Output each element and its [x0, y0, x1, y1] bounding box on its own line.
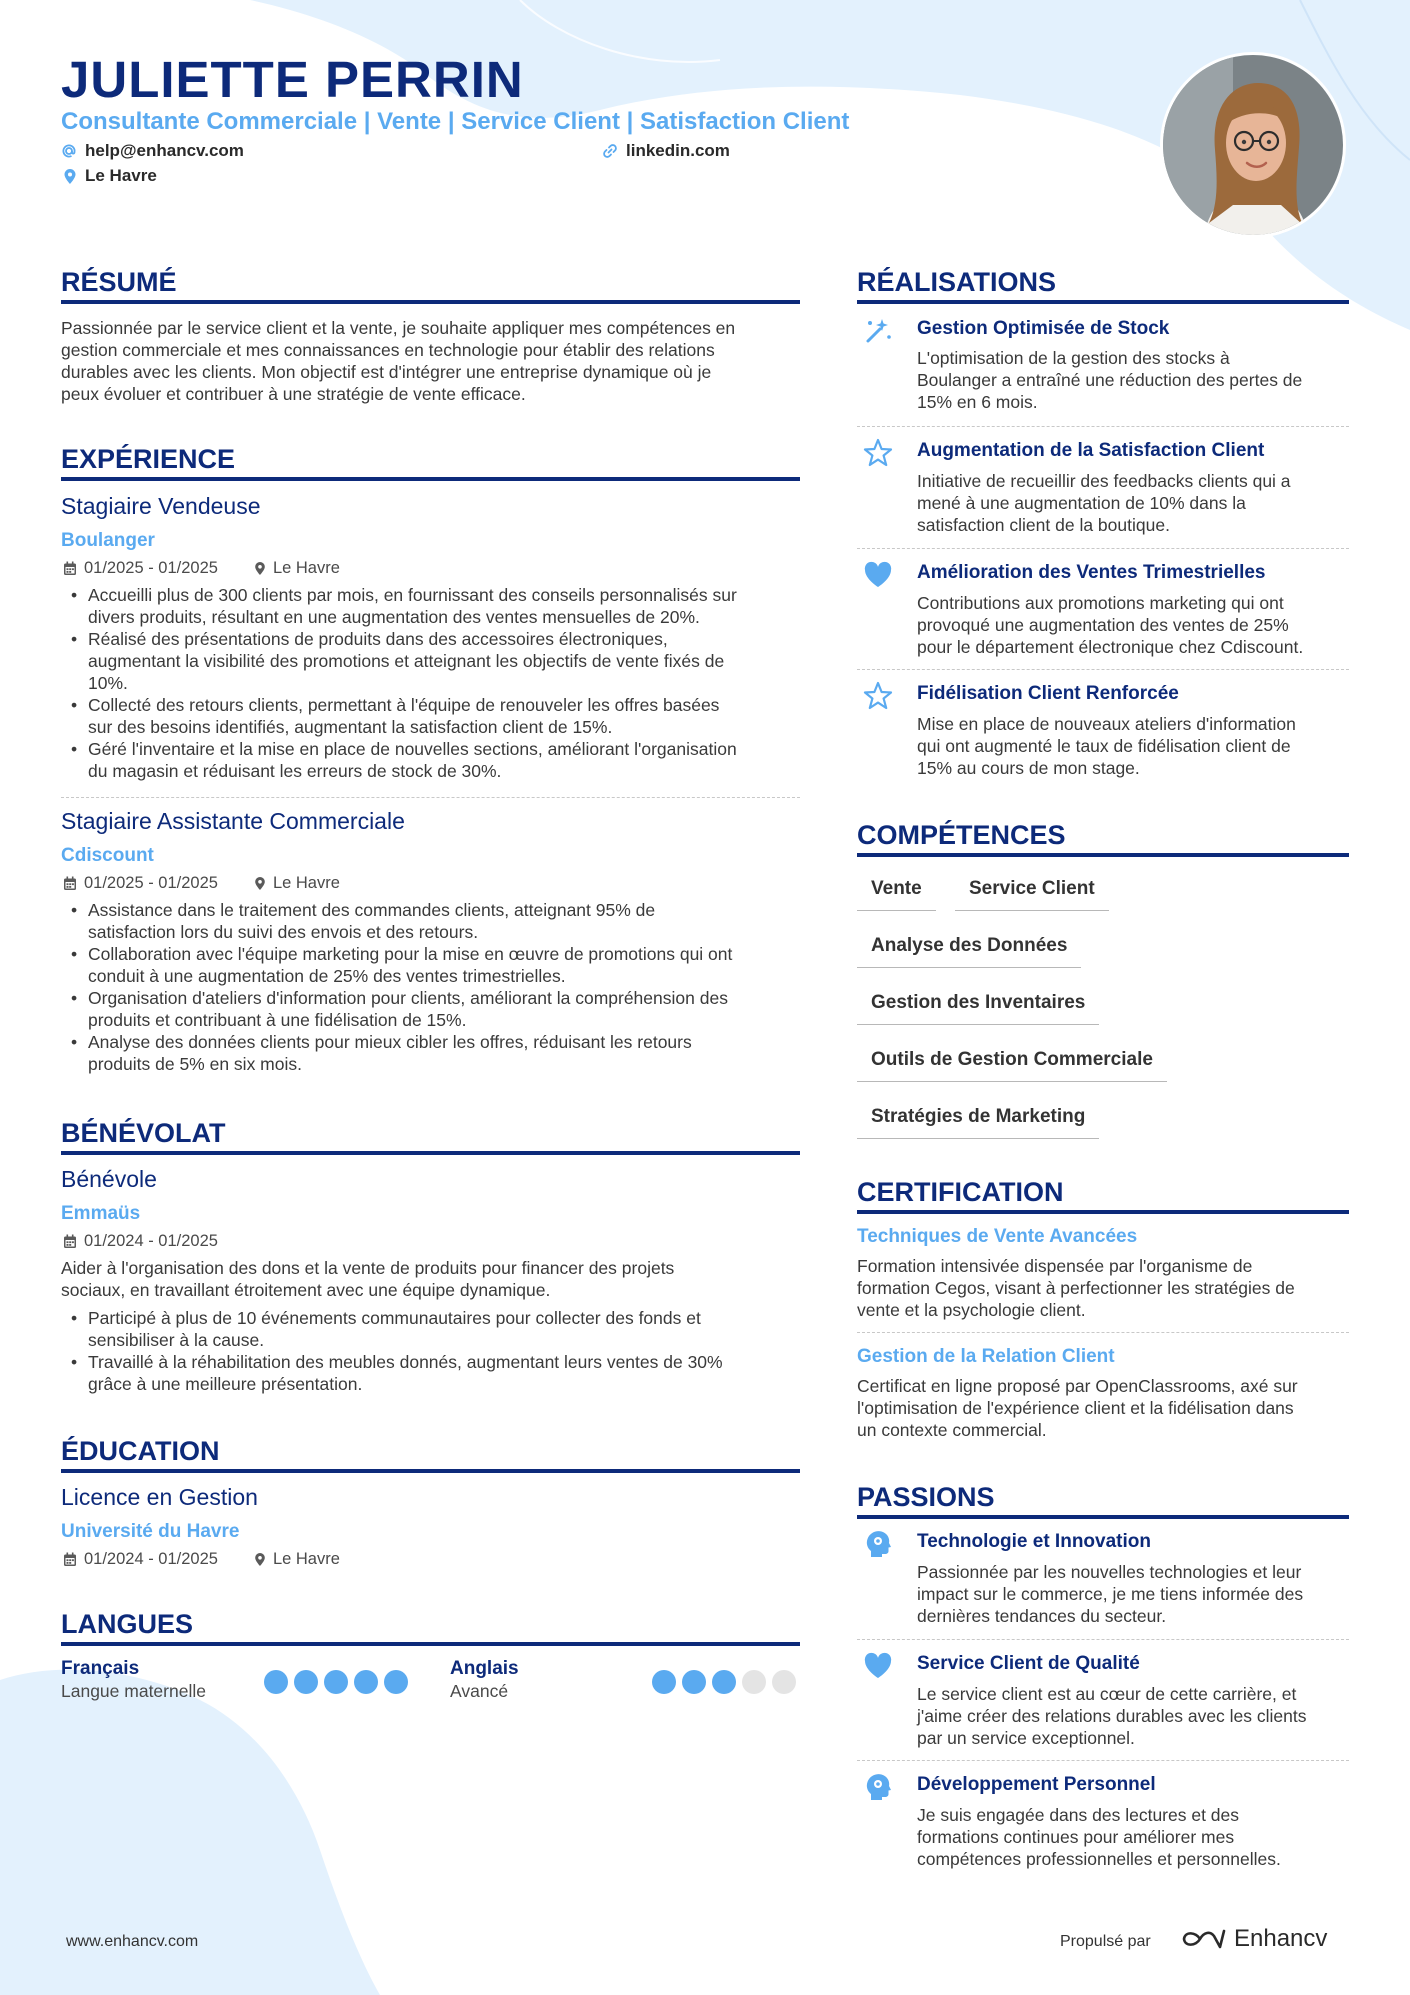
- head-icon: [862, 1528, 894, 1560]
- section-divider: [61, 477, 800, 481]
- job-location: Le Havre: [272, 874, 340, 892]
- languages-section-title: LANGUES: [61, 1609, 194, 1639]
- rating-dot-filled: [712, 1670, 736, 1694]
- passion-text: Passionnée par les nouvelles technologies et leur impact sur le commerce, je me tiens informée des dernières tendances du secteur.: [917, 1562, 1304, 1626]
- job-meta: [63, 559, 340, 578]
- achievement-title: Gestion Optimisée de Stock: [917, 318, 1170, 339]
- language-name: Français: [61, 1658, 140, 1679]
- degree-name: Licence en Gestion: [61, 1484, 258, 1510]
- job-bullets: [61, 584, 811, 782]
- school-name: Université du Havre: [61, 1521, 240, 1542]
- location-pin-icon: [254, 561, 266, 576]
- job-dates: 01/2025 - 01/2025: [84, 559, 218, 577]
- location-contact: [63, 166, 157, 186]
- list-item: • Participé à plus de 10 événements communautaires pour collecter des fonds et sensibiliser à la cause.: [61, 1307, 811, 1351]
- education-location: Le Havre: [272, 1550, 340, 1568]
- language-level: Avancé: [450, 1681, 509, 1701]
- entry-divider: [857, 1760, 1349, 1761]
- certification-section-title: CERTIFICATION: [857, 1177, 1064, 1207]
- volunteering-section-title: BÉNÉVOLAT: [61, 1118, 226, 1148]
- achievement-text: Mise en place de nouveaux ateliers d'information qui ont augmenté le taux de fidélisation client de 15% au cours de mon stage.: [917, 714, 1296, 778]
- achievement-text: Contributions aux promotions marketing qui ont provoqué une augmentation des ventes de 25% pour le département électronique chez Cdiscount.: [917, 593, 1304, 657]
- skills-section-title: COMPÉTENCES: [857, 820, 1066, 850]
- brand-name: Enhancv: [1234, 1925, 1328, 1952]
- achievement-text: L'optimisation de la gestion des stocks à Boulanger a entraîné une réduction des pertes de 15% en 6 mois.: [917, 348, 1303, 412]
- language-level: Langue maternelle: [61, 1681, 206, 1701]
- rating-dot-filled: [294, 1670, 318, 1694]
- email-contact[interactable]: [61, 141, 244, 161]
- company-name: Boulanger: [61, 530, 155, 551]
- skill-tag: Gestion des Inventaires: [857, 992, 1099, 1025]
- section-divider: [61, 1151, 800, 1155]
- skill-tag: Analyse des Données: [857, 935, 1081, 968]
- list-item: • Réalisé des présentations de produits dans des accessoires électroniques, augmentant la visibilité des promotions et atteignant les objectifs de vente fixés de 10%.: [61, 628, 811, 694]
- achievement-title: Fidélisation Client Renforcée: [917, 683, 1179, 704]
- section-divider: [857, 300, 1349, 304]
- list-item: • Géré l'inventaire et la mise en place de nouvelles sections, améliorant l'organisation du magasin et réduisant les erreurs de stock de 30%.: [61, 738, 811, 782]
- linkedin-contact[interactable]: [602, 141, 730, 161]
- education-dates: 01/2024 - 01/2025: [84, 1550, 218, 1568]
- rating-dot-filled: [682, 1670, 706, 1694]
- volunteer-meta: [63, 1232, 218, 1251]
- entry-divider: [61, 797, 800, 798]
- job-title: Stagiaire Vendeuse: [61, 493, 261, 519]
- list-item: • Assistance dans le traitement des commandes clients, atteignant 95% de satisfaction lors du suivi des envois et des retours.: [61, 899, 811, 943]
- candidate-name: JULIETTE PERRIN: [61, 51, 524, 108]
- footer-website-link[interactable]: www.enhancv.com: [66, 1933, 199, 1950]
- language-name: Anglais: [450, 1658, 519, 1679]
- volunteer-role: Bénévole: [61, 1166, 157, 1192]
- heart-icon: [862, 1650, 894, 1682]
- star-icon: [862, 680, 894, 712]
- calendar-icon: [63, 561, 77, 576]
- head-icon: [862, 1771, 894, 1803]
- rating-dot-filled: [384, 1670, 408, 1694]
- language-rating: [264, 1670, 408, 1694]
- achievement-title: Augmentation de la Satisfaction Client: [917, 440, 1265, 461]
- job-dates: 01/2025 - 01/2025: [84, 874, 218, 892]
- location-pin-icon: [254, 1552, 266, 1567]
- summary-text: Passionnée par le service client et la vente, je souhaite appliquer mes compétences en gestion commerciale et mes connaissances en technologie pour établir des relations durables avec les clients. Mon objectif est d'intégrer une entreprise dynamique où je peux évoluer et contribuer à une stratégie de vente efficace.: [61, 318, 736, 404]
- rating-dot-empty: [742, 1670, 766, 1694]
- achievement-text: Initiative de recueillir des feedbacks clients qui a mené à une augmentation de 10% dans la satisfaction client de la boutique.: [917, 471, 1291, 535]
- section-divider: [857, 853, 1349, 857]
- rating-dot-empty: [772, 1670, 796, 1694]
- calendar-icon: [63, 1234, 77, 1249]
- certification-title: Gestion de la Relation Client: [857, 1346, 1115, 1367]
- rating-dot-filled: [264, 1670, 288, 1694]
- wand-icon: [862, 315, 894, 347]
- volunteer-summary: Aider à l'organisation des dons et la vente de produits pour financer des projets sociaux, en travaillant étroitement avec une équipe dynamique.: [61, 1258, 675, 1300]
- passions-section-title: PASSIONS: [857, 1482, 995, 1512]
- entry-divider: [857, 669, 1349, 670]
- job-location: Le Havre: [272, 559, 340, 577]
- achievement-title: Amélioration des Ventes Trimestrielles: [917, 562, 1266, 583]
- skill-tag: Stratégies de Marketing: [857, 1106, 1099, 1139]
- passion-text: Je suis engagée dans des lectures et des formations continues pour améliorer mes compétences professionnelles et personnelles.: [917, 1805, 1281, 1869]
- link-icon: [602, 143, 618, 159]
- section-divider: [61, 1642, 800, 1646]
- summary-section-title: RÉSUMÉ: [61, 267, 177, 297]
- language-rating: [652, 1670, 796, 1694]
- volunteer-org: Emmaüs: [61, 1203, 141, 1224]
- star-icon: [862, 437, 894, 469]
- entry-divider: [857, 548, 1349, 549]
- calendar-icon: [63, 1552, 77, 1567]
- list-item: • Accueilli plus de 300 clients par mois, en fournissant des conseils personnalisés sur divers produits, résultant en une augmentation des ventes mensuelles de 20%.: [61, 584, 811, 628]
- company-name: Cdiscount: [61, 845, 154, 866]
- at-icon: [61, 143, 77, 159]
- achievements-section-title: RÉALISATIONS: [857, 267, 1057, 297]
- volunteer-dates: 01/2024 - 01/2025: [84, 1232, 218, 1250]
- linkedin-text: linkedin.com: [626, 141, 730, 160]
- skill-tag: Outils de Gestion Commerciale: [857, 1049, 1167, 1082]
- list-item: • Travaillé à la réhabilitation des meubles donnés, augmentant leurs ventes de 30% grâce à une meilleure présentation.: [61, 1351, 811, 1395]
- heart-icon: [862, 559, 894, 591]
- brand-logo[interactable]: [1180, 1925, 1327, 1953]
- education-section-title: ÉDUCATION: [61, 1436, 220, 1466]
- certification-text: Formation intensivée dispensée par l'organisme de formation Cegos, visant à perfectionner les stratégies de vente et la psychologie client.: [857, 1256, 1295, 1320]
- location-pin-icon: [254, 876, 266, 891]
- job-title: Stagiaire Assistante Commerciale: [61, 808, 405, 834]
- experience-section-title: EXPÉRIENCE: [61, 444, 236, 474]
- skill-tag: Service Client: [955, 878, 1109, 911]
- certification-title: Techniques de Vente Avancées: [857, 1226, 1138, 1247]
- passion-text: Le service client est au cœur de cette carrière, et j'aime créer des relations durables avec les clients par un service exceptionnel.: [917, 1684, 1307, 1748]
- section-divider: [857, 1210, 1349, 1214]
- entry-divider: [857, 426, 1349, 427]
- email-text: help@enhancv.com: [85, 141, 244, 160]
- enhancv-logo-icon: [1180, 1927, 1226, 1951]
- rating-dot-filled: [652, 1670, 676, 1694]
- passion-title: Service Client de Qualité: [917, 1653, 1140, 1674]
- rating-dot-filled: [324, 1670, 348, 1694]
- entry-divider: [857, 1639, 1349, 1640]
- passion-title: Développement Personnel: [917, 1774, 1156, 1795]
- section-divider: [61, 300, 800, 304]
- headline: Consultante Commerciale | Vente | Service Client | Satisfaction Client: [61, 108, 850, 135]
- entry-divider: [857, 1332, 1349, 1333]
- location-pin-icon: [63, 168, 77, 185]
- calendar-icon: [63, 876, 77, 891]
- footer-powered-by: Propulsé par: [1060, 1933, 1151, 1950]
- job-bullets: [61, 899, 811, 1075]
- list-item: • Analyse des données clients pour mieux cibler les offres, réduisant les retours produits de 5% en six mois.: [61, 1031, 811, 1075]
- section-divider: [61, 1469, 800, 1473]
- certification-text: Certificat en ligne proposé par OpenClassrooms, axé sur l'optimisation de l'expérience client et la fidélisation dans un contexte commercial.: [857, 1376, 1298, 1440]
- section-divider: [857, 1515, 1349, 1519]
- list-item: • Collecté des retours clients, permettant à l'équipe de renouveler les offres basées sur des besoins identifiés, augmentant la satisfaction client de 15%.: [61, 694, 811, 738]
- profile-photo: [1160, 52, 1346, 238]
- location-text: Le Havre: [85, 166, 157, 185]
- skill-tag: Vente: [857, 878, 936, 911]
- job-meta: [63, 874, 340, 893]
- volunteer-bullets: [61, 1307, 811, 1395]
- list-item: • Collaboration avec l'équipe marketing pour la mise en œuvre de promotions qui ont conduit à une augmentation de 25% des ventes trimestrielles.: [61, 943, 811, 987]
- list-item: • Organisation d'ateliers d'information pour clients, améliorant la compréhension des produits et contribuant à une fidélisation de 15%.: [61, 987, 811, 1031]
- passion-title: Technologie et Innovation: [917, 1531, 1151, 1552]
- education-meta: [63, 1550, 340, 1569]
- rating-dot-filled: [354, 1670, 378, 1694]
